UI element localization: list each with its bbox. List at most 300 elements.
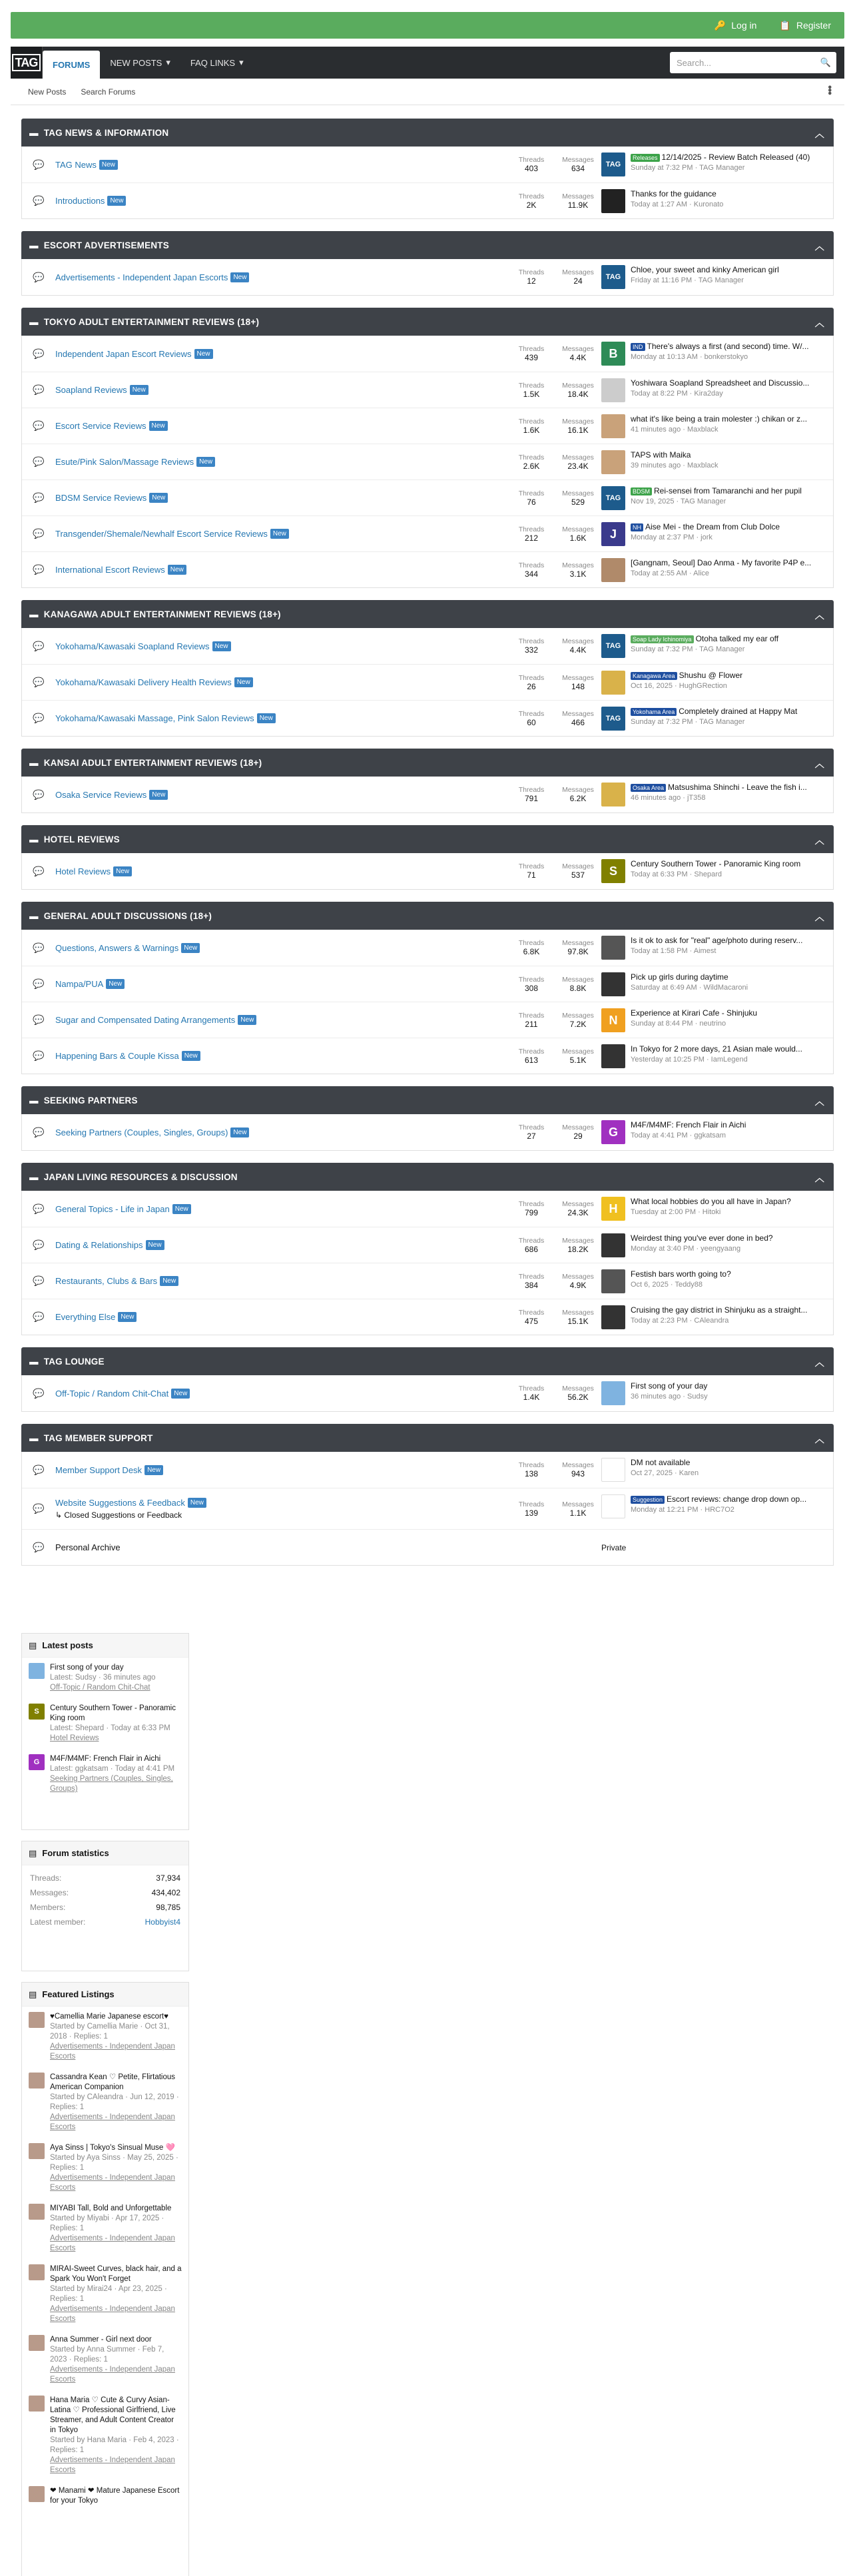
chevron-up-icon[interactable]: ︿ bbox=[814, 759, 824, 769]
featured-title[interactable]: Hana Maria ♡ Cute & Curvy Asian-Latina ♡ Professional Girlfriend, Live Streamer, and Adult Content Creator in Tokyo bbox=[50, 2396, 176, 2434]
forum-title[interactable] bbox=[55, 641, 508, 651]
last-post-meta: Sunday at 7:32 PM · TAG Manager bbox=[631, 645, 745, 653]
forum-title[interactable] bbox=[55, 349, 508, 359]
search-input[interactable]: Search... 🔍 bbox=[670, 52, 836, 73]
forum-name[interactable]: Esute/Pink Salon/Massage Reviews bbox=[55, 457, 194, 467]
featured-item[interactable] bbox=[22, 2067, 188, 2138]
forum-title[interactable] bbox=[55, 196, 508, 206]
chevron-up-icon[interactable]: ︿ bbox=[814, 835, 824, 846]
last-post-meta: Today at 2:23 PM · CAleandra bbox=[631, 1317, 729, 1325]
forum-name[interactable]: Questions, Answers & Warnings bbox=[55, 942, 179, 953]
forum-node bbox=[22, 480, 833, 515]
last-post-title[interactable]: NH Aise Mei - the Dream from Club Dolce bbox=[631, 522, 828, 531]
forum-title[interactable] bbox=[55, 677, 508, 687]
last-post-title[interactable]: TAPS with Maika bbox=[631, 450, 691, 460]
forum-title[interactable] bbox=[55, 1498, 508, 1520]
last-post-title[interactable]: Releases 12/14/2025 - Review Batch Released (40) bbox=[631, 153, 828, 162]
messages-count: 529 bbox=[571, 497, 585, 507]
forum-title[interactable] bbox=[55, 421, 508, 431]
login-link[interactable]: 🔑 Log in bbox=[714, 19, 757, 31]
last-post-title[interactable]: IND There's always a first (and second) time. W/... bbox=[631, 342, 828, 351]
avatar[interactable]: TAG bbox=[601, 707, 625, 731]
chevron-up-icon[interactable]: ︿ bbox=[814, 1434, 824, 1445]
featured-forum[interactable]: Advertisements - Independent Japan Escorts bbox=[50, 2234, 175, 2252]
register-link[interactable]: 📋 Register bbox=[779, 19, 831, 31]
category-header[interactable] bbox=[21, 902, 834, 930]
last-post-title[interactable]: M4F/M4MF: French Flair in Aichi bbox=[631, 1120, 746, 1129]
forum-title[interactable] bbox=[55, 943, 508, 953]
forum-title[interactable] bbox=[55, 1542, 508, 1552]
category-header[interactable] bbox=[21, 1163, 834, 1191]
category-title: TAG MEMBER SUPPORT bbox=[43, 1433, 153, 1443]
forum-icon: 💬 bbox=[33, 789, 45, 800]
avatar[interactable]: S bbox=[601, 859, 625, 883]
forum-name[interactable]: Hotel Reviews bbox=[55, 866, 111, 876]
category-header[interactable] bbox=[21, 600, 834, 628]
featured-forum[interactable]: Advertisements - Independent Japan Escorts bbox=[50, 2113, 175, 2131]
threads-stat bbox=[508, 1461, 555, 1478]
featured-item[interactable] bbox=[22, 2259, 188, 2330]
thread-prefix: Suggestion bbox=[631, 1496, 665, 1504]
featured-title[interactable]: ♥Camellia Marie Japanese escort♥ bbox=[50, 2013, 168, 2021]
featured-item[interactable] bbox=[22, 2138, 188, 2198]
category-body bbox=[21, 1452, 834, 1566]
last-post[interactable] bbox=[601, 486, 828, 510]
messages-stat bbox=[555, 489, 601, 507]
messages-count: 943 bbox=[571, 1469, 585, 1478]
avatar[interactable] bbox=[601, 1458, 625, 1482]
avatar[interactable]: TAG bbox=[601, 486, 625, 510]
new-badge: New bbox=[160, 1276, 178, 1286]
chevron-up-icon[interactable]: ︿ bbox=[814, 610, 824, 621]
forum-title-line bbox=[55, 979, 125, 989]
featured-title[interactable]: ❤ Manami ❤ Mature Japanese Escort for your Tokyo bbox=[50, 2487, 180, 2505]
avatar[interactable]: TAG bbox=[601, 634, 625, 658]
last-post-title[interactable]: Yoshiwara Soapland Spreadsheet and Discussio... bbox=[631, 378, 810, 388]
avatar[interactable] bbox=[29, 2204, 45, 2220]
forum-name[interactable]: Osaka Service Reviews bbox=[55, 789, 147, 800]
avatar[interactable] bbox=[601, 1044, 625, 1068]
last-post-title[interactable]: [Gangnam, Seoul] Dao Anma - My favorite P4P e... bbox=[631, 558, 812, 567]
stats-spacer bbox=[22, 1865, 188, 1871]
threads-stat bbox=[508, 192, 555, 210]
threads-count: 60 bbox=[527, 717, 536, 727]
last-post-title[interactable]: DM not available bbox=[631, 1458, 691, 1467]
category-header[interactable] bbox=[21, 1424, 834, 1452]
chevron-up-icon[interactable]: ︿ bbox=[814, 241, 824, 252]
forum-title[interactable] bbox=[55, 1204, 508, 1214]
forum-title[interactable] bbox=[55, 529, 508, 539]
avatar[interactable] bbox=[29, 2396, 45, 2412]
new-badge: New bbox=[234, 677, 253, 687]
last-post-title[interactable]: Pick up girls during daytime bbox=[631, 972, 728, 982]
forum-title[interactable] bbox=[55, 565, 508, 575]
featured-title[interactable]: Aya Sinss | Tokyo's Sinsual Muse 🩷 bbox=[50, 2144, 175, 2152]
last-post-text bbox=[631, 707, 828, 726]
threads-stat bbox=[508, 525, 555, 543]
avatar[interactable] bbox=[601, 1269, 625, 1293]
forum-title[interactable] bbox=[55, 1465, 508, 1475]
avatar[interactable] bbox=[601, 1494, 625, 1518]
forum-list bbox=[21, 119, 834, 1578]
forum-title-line bbox=[55, 713, 276, 723]
subforum-link[interactable]: ↳ Closed Suggestions or Feedback bbox=[55, 1510, 182, 1520]
last-post-title[interactable]: Festish bars worth going to? bbox=[631, 1269, 731, 1279]
threads-label: Threads bbox=[518, 561, 545, 569]
featured-meta: Started by Aya Sinss · May 25, 2025 · Replies: 1 bbox=[50, 2154, 178, 2172]
forum-title-line bbox=[55, 1389, 190, 1399]
category-body bbox=[21, 853, 834, 890]
forum-name[interactable]: Member Support Desk bbox=[55, 1464, 142, 1475]
forum-name[interactable]: General Topics - Life in Japan bbox=[55, 1203, 170, 1214]
last-post[interactable] bbox=[601, 522, 828, 546]
forum-title[interactable] bbox=[55, 457, 508, 467]
forum-name[interactable]: Everything Else bbox=[55, 1312, 116, 1322]
last-post[interactable] bbox=[601, 972, 828, 996]
last-post-title[interactable]: Century Southern Tower - Panoramic King room bbox=[631, 859, 801, 868]
messages-count: 4.9K bbox=[569, 1280, 587, 1290]
avatar[interactable]: G bbox=[601, 1120, 625, 1144]
avatar[interactable]: G bbox=[29, 1754, 45, 1770]
featured-title[interactable]: Anna Summer - Girl next door bbox=[50, 2336, 152, 2344]
last-post-text bbox=[631, 1494, 828, 1514]
threads-count: 308 bbox=[524, 983, 539, 993]
messages-count: 29 bbox=[573, 1131, 583, 1141]
category-body bbox=[21, 147, 834, 219]
forum-icon: 💬 bbox=[33, 159, 45, 170]
last-post-title[interactable]: Kanagawa Area Shushu @ Flower bbox=[631, 671, 828, 680]
last-post-text bbox=[631, 1044, 828, 1064]
forum-name[interactable]: Sugar and Compensated Dating Arrangements bbox=[55, 1015, 236, 1025]
last-post-text bbox=[631, 522, 828, 541]
site-logo[interactable]: TAG bbox=[11, 47, 43, 79]
threads-count: 138 bbox=[524, 1469, 539, 1478]
last-post[interactable] bbox=[601, 783, 828, 806]
forum-icon: 💬 bbox=[33, 195, 45, 206]
avatar[interactable]: S bbox=[29, 1704, 45, 1720]
avatar[interactable]: N bbox=[601, 1008, 625, 1032]
last-post-title[interactable]: Suggestion Escort reviews: change drop down op... bbox=[631, 1494, 828, 1504]
category-header[interactable] bbox=[21, 749, 834, 777]
avatar[interactable] bbox=[601, 936, 625, 960]
featured-item[interactable] bbox=[22, 2330, 188, 2390]
forum-name[interactable]: Seeking Partners (Couples, Singles, Groups) bbox=[55, 1127, 228, 1137]
featured-forum[interactable]: Advertisements - Independent Japan Escorts bbox=[50, 2456, 175, 2474]
avatar[interactable]: B bbox=[601, 342, 625, 366]
category-header[interactable] bbox=[21, 231, 834, 259]
last-post-text bbox=[631, 1269, 828, 1289]
avatar[interactable] bbox=[601, 1233, 625, 1257]
last-post[interactable] bbox=[601, 558, 828, 582]
last-post[interactable] bbox=[601, 1233, 828, 1257]
messages-label: Messages bbox=[562, 381, 594, 390]
forum-title[interactable] bbox=[55, 713, 508, 723]
avatar[interactable] bbox=[29, 2264, 45, 2280]
forum-title[interactable] bbox=[55, 1312, 508, 1322]
last-post-text bbox=[631, 378, 828, 398]
star-icon: ▤ bbox=[29, 1989, 37, 1999]
latest-post-title[interactable]: M4F/M4MF: French Flair in Aichi bbox=[50, 1755, 161, 1763]
chevron-up-icon[interactable]: ︿ bbox=[814, 1096, 824, 1107]
forum-name[interactable]: Yokohama/Kawasaki Massage, Pink Salon Reviews bbox=[55, 713, 254, 723]
new-badge: New bbox=[144, 1465, 163, 1475]
messages-count: 24 bbox=[573, 276, 583, 286]
last-post-title[interactable]: BDSM Rei-sensei from Tamaranchi and her pupil bbox=[631, 486, 828, 495]
forum-name[interactable]: Escort Service Reviews bbox=[55, 421, 146, 431]
forum-name[interactable]: Yokohama/Kawasaki Soapland Reviews bbox=[55, 641, 210, 651]
threads-stat bbox=[508, 1200, 555, 1217]
messages-label: Messages bbox=[562, 268, 594, 276]
last-post[interactable] bbox=[601, 859, 828, 883]
forum-title[interactable] bbox=[55, 160, 508, 170]
forum-icon: 💬 bbox=[33, 1542, 45, 1552]
forum-icon: 💬 bbox=[33, 677, 45, 687]
featured-item[interactable] bbox=[22, 2390, 188, 2481]
chevron-up-icon[interactable]: ︿ bbox=[814, 1173, 824, 1183]
last-post-title[interactable]: In Tokyo for 2 more days, 21 Asian male would... bbox=[631, 1044, 802, 1054]
featured-title[interactable]: MIRAI-Sweet Curves, black hair, and a Spark You Won't Forget bbox=[50, 2265, 182, 2283]
category-header[interactable] bbox=[21, 308, 834, 336]
messages-stat bbox=[555, 939, 601, 956]
last-post[interactable] bbox=[601, 153, 828, 176]
new-badge: New bbox=[230, 1127, 249, 1137]
avatar[interactable] bbox=[601, 972, 625, 996]
forum-title[interactable] bbox=[55, 1276, 508, 1286]
chevron-down-icon: ▾ bbox=[239, 57, 244, 67]
last-post[interactable] bbox=[601, 1494, 828, 1518]
avatar[interactable] bbox=[601, 1305, 625, 1329]
latest-post-text bbox=[50, 1704, 182, 1744]
avatar[interactable]: H bbox=[601, 1197, 625, 1221]
latest-post-item[interactable] bbox=[22, 1658, 188, 1698]
last-post[interactable] bbox=[601, 378, 828, 402]
forum-title[interactable] bbox=[55, 1389, 508, 1399]
threads-count: 26 bbox=[527, 681, 536, 691]
threads-count: 139 bbox=[524, 1508, 539, 1518]
last-post-title[interactable]: First song of your day bbox=[631, 1381, 708, 1391]
forum-name[interactable]: BDSM Service Reviews bbox=[55, 493, 147, 503]
chevron-up-icon[interactable]: ︿ bbox=[814, 129, 824, 139]
avatar[interactable]: J bbox=[601, 522, 625, 546]
forum-name[interactable]: Restaurants, Clubs & Bars bbox=[55, 1276, 158, 1286]
subnav-search-forums[interactable]: Search Forums bbox=[81, 87, 136, 97]
last-post[interactable] bbox=[601, 189, 828, 213]
threads-label: Threads bbox=[518, 1200, 545, 1208]
last-post[interactable] bbox=[601, 342, 828, 366]
threads-stat bbox=[508, 786, 555, 803]
threads-label: Threads bbox=[518, 453, 545, 462]
avatar[interactable] bbox=[29, 2073, 45, 2089]
forum-name[interactable]: Soapland Reviews bbox=[55, 385, 127, 395]
last-post-meta: Nov 19, 2025 · TAG Manager bbox=[631, 497, 726, 505]
forum-title[interactable] bbox=[55, 1015, 508, 1025]
messages-count: 1.1K bbox=[569, 1508, 587, 1518]
forum-name[interactable]: Nampa/PUA bbox=[55, 979, 104, 989]
latest-post-forum[interactable]: Off-Topic / Random Chit-Chat bbox=[50, 1684, 150, 1692]
forum-title[interactable] bbox=[55, 979, 508, 989]
forum-title-line bbox=[55, 866, 132, 876]
last-post[interactable] bbox=[601, 450, 828, 474]
last-post-title[interactable]: Soap Lady Ichinomiya Otoha talked my ear off bbox=[631, 634, 828, 643]
chevron-up-icon[interactable]: ︿ bbox=[814, 912, 824, 922]
category-header[interactable] bbox=[21, 1347, 834, 1375]
last-post-title[interactable]: Chloe, your sweet and kinky American girl bbox=[631, 265, 779, 274]
category-title: KANAGAWA ADULT ENTERTAINMENT REVIEWS (18+) bbox=[43, 609, 281, 619]
avatar[interactable] bbox=[29, 2143, 45, 2159]
threads-stat bbox=[508, 674, 555, 691]
last-post[interactable] bbox=[601, 1120, 828, 1144]
forum-title[interactable] bbox=[55, 790, 508, 800]
more-menu-icon[interactable]: ••• bbox=[824, 85, 835, 95]
avatar[interactable]: TAG bbox=[601, 265, 625, 289]
latest-post-title[interactable]: Century Southern Tower - Panoramic King room bbox=[50, 1704, 176, 1722]
latest-post-item[interactable] bbox=[22, 1749, 188, 1799]
forum-name[interactable]: International Escort Reviews bbox=[55, 565, 165, 575]
tab-faq-links[interactable]: FAQ LINKS ▾ bbox=[190, 57, 244, 68]
forum-name[interactable]: Transgender/Shemale/Newhalf Escort Service Reviews bbox=[55, 529, 268, 539]
avatar[interactable] bbox=[601, 671, 625, 695]
tab-new-posts[interactable]: NEW POSTS ▾ bbox=[110, 57, 170, 68]
forum-icon: 💬 bbox=[33, 713, 45, 723]
category-header[interactable] bbox=[21, 825, 834, 853]
avatar[interactable] bbox=[29, 1663, 45, 1679]
forum-icon: 💬 bbox=[33, 1464, 45, 1475]
featured-forum[interactable]: Advertisements - Independent Japan Escorts bbox=[50, 2043, 175, 2061]
forum-title[interactable] bbox=[55, 1127, 508, 1137]
messages-count: 1.6K bbox=[569, 533, 587, 543]
avatar[interactable] bbox=[601, 558, 625, 582]
avatar[interactable] bbox=[601, 783, 625, 806]
featured-item[interactable] bbox=[22, 2007, 188, 2067]
last-post-meta: Oct 16, 2025 · HughGRection bbox=[631, 682, 727, 690]
tab-forums[interactable]: FORUMS bbox=[43, 51, 100, 79]
stat-row bbox=[22, 1900, 188, 1915]
last-post[interactable] bbox=[601, 936, 828, 960]
featured-title[interactable]: MIYABI Tall, Bold and Unforgettable bbox=[50, 2204, 172, 2212]
avatar[interactable] bbox=[601, 1381, 625, 1405]
stat-row bbox=[22, 1885, 188, 1900]
last-post-title[interactable]: Yokohama Area Completely drained at Happy Mat bbox=[631, 707, 828, 716]
category-header[interactable] bbox=[21, 119, 834, 147]
category-block bbox=[21, 1086, 834, 1151]
last-post-title[interactable]: Osaka Area Matsushima Shinchi - Leave the fish i... bbox=[631, 783, 828, 792]
folder-icon: ▬ bbox=[29, 757, 39, 768]
avatar[interactable] bbox=[29, 2486, 45, 2502]
last-post-title[interactable]: Cruising the gay district in Shinjuku as a straight... bbox=[631, 1305, 808, 1315]
forum-name[interactable]: TAG News bbox=[55, 159, 97, 170]
last-post-text bbox=[631, 486, 828, 505]
latest-post-title[interactable]: First song of your day bbox=[50, 1664, 124, 1672]
subnav-new-posts[interactable]: New Posts bbox=[28, 87, 67, 97]
avatar[interactable] bbox=[601, 378, 625, 402]
forum-name[interactable]: Happening Bars & Couple Kissa bbox=[55, 1051, 179, 1061]
threads-stat bbox=[508, 637, 555, 655]
last-post-meta: Today at 4:41 PM · ggkatsam bbox=[631, 1131, 726, 1139]
last-post[interactable] bbox=[601, 1458, 828, 1482]
chevron-up-icon[interactable]: ︿ bbox=[814, 318, 824, 328]
latest-post-forum[interactable]: Seeking Partners (Couples, Singles, Groups) bbox=[50, 1775, 173, 1793]
last-post[interactable] bbox=[601, 414, 828, 438]
latest-post-item[interactable] bbox=[22, 1698, 188, 1749]
last-post-title[interactable]: what it's like being a train molester :) chikan or z... bbox=[631, 414, 808, 424]
search-icon[interactable]: 🔍 bbox=[820, 57, 832, 67]
category-header[interactable] bbox=[21, 1086, 834, 1114]
threads-label: Threads bbox=[518, 939, 545, 947]
forum-title[interactable] bbox=[55, 1240, 508, 1250]
forum-title[interactable] bbox=[55, 493, 508, 503]
latest-post-forum[interactable]: Hotel Reviews bbox=[50, 1734, 99, 1742]
last-post[interactable] bbox=[601, 1008, 828, 1032]
last-post[interactable] bbox=[601, 265, 828, 289]
forum-title[interactable] bbox=[55, 385, 508, 395]
avatar[interactable] bbox=[601, 414, 625, 438]
last-post[interactable] bbox=[601, 707, 828, 731]
forum-node bbox=[22, 259, 833, 295]
avatar[interactable] bbox=[601, 189, 625, 213]
avatar[interactable]: TAG bbox=[601, 153, 625, 176]
featured-item[interactable] bbox=[22, 2198, 188, 2259]
forum-name[interactable]: Introductions bbox=[55, 196, 105, 206]
last-post[interactable] bbox=[601, 1381, 828, 1405]
forum-name[interactable]: Website Suggestions & Feedback bbox=[55, 1498, 185, 1508]
category-block bbox=[21, 1163, 834, 1335]
featured-forum[interactable]: Advertisements - Independent Japan Escorts bbox=[50, 2305, 175, 2323]
featured-item[interactable] bbox=[22, 2481, 188, 2511]
messages-stat bbox=[555, 561, 601, 579]
threads-stat bbox=[508, 345, 555, 362]
last-post[interactable] bbox=[601, 634, 828, 658]
forum-title-line bbox=[55, 641, 231, 651]
featured-title[interactable]: Cassandra Kean ♡ Petite, Flirtatious American Companion bbox=[50, 2073, 176, 2091]
avatar[interactable] bbox=[601, 450, 625, 474]
last-post-text bbox=[631, 936, 828, 955]
last-post-title[interactable]: Is it ok to ask for "real" age/photo during reserv... bbox=[631, 936, 803, 945]
avatar[interactable] bbox=[29, 2335, 45, 2351]
last-post[interactable] bbox=[601, 1044, 828, 1068]
last-post[interactable] bbox=[601, 1305, 828, 1329]
last-post-title[interactable]: Weirdest thing you've ever done in bed? bbox=[631, 1233, 773, 1243]
messages-stat bbox=[555, 1500, 601, 1518]
forum-title[interactable] bbox=[55, 866, 508, 876]
last-post[interactable] bbox=[601, 1197, 828, 1221]
avatar[interactable] bbox=[29, 2012, 45, 2028]
forum-name[interactable]: Advertisements - Independent Japan Escorts bbox=[55, 272, 228, 282]
threads-label: Threads bbox=[518, 862, 545, 870]
featured-forum[interactable]: Advertisements - Independent Japan Escorts bbox=[50, 2366, 175, 2384]
threads-stat bbox=[508, 561, 555, 579]
stat-value[interactable]: Hobbyist4 bbox=[144, 1917, 180, 1927]
last-post[interactable] bbox=[601, 1269, 828, 1293]
forum-icon: 💬 bbox=[33, 456, 45, 467]
forum-title[interactable] bbox=[55, 272, 508, 282]
forum-name[interactable]: Independent Japan Escort Reviews bbox=[55, 348, 192, 359]
threads-label: Threads bbox=[518, 975, 545, 984]
folder-icon: ▬ bbox=[29, 609, 39, 619]
last-post[interactable] bbox=[601, 671, 828, 695]
last-post-title[interactable]: Experience at Kirari Cafe - Shinjuku bbox=[631, 1008, 758, 1018]
chevron-up-icon[interactable]: ︿ bbox=[814, 1357, 824, 1368]
forum-name[interactable]: Off-Topic / Random Chit-Chat bbox=[55, 1388, 169, 1399]
forum-node bbox=[22, 1227, 833, 1263]
featured-forum[interactable]: Advertisements - Independent Japan Escorts bbox=[50, 2174, 175, 2192]
last-post-title[interactable]: What local hobbies do you all have in Japan? bbox=[631, 1197, 791, 1206]
forum-name[interactable]: Yokohama/Kawasaki Delivery Health Reviews bbox=[55, 677, 232, 687]
forum-name[interactable]: Personal Archive bbox=[55, 1542, 121, 1552]
forum-title[interactable] bbox=[55, 1051, 508, 1061]
last-post-title[interactable]: Thanks for the guidance bbox=[631, 189, 716, 198]
forum-name[interactable]: Dating & Relationships bbox=[55, 1240, 143, 1250]
thread-prefix: BDSM bbox=[631, 487, 652, 495]
